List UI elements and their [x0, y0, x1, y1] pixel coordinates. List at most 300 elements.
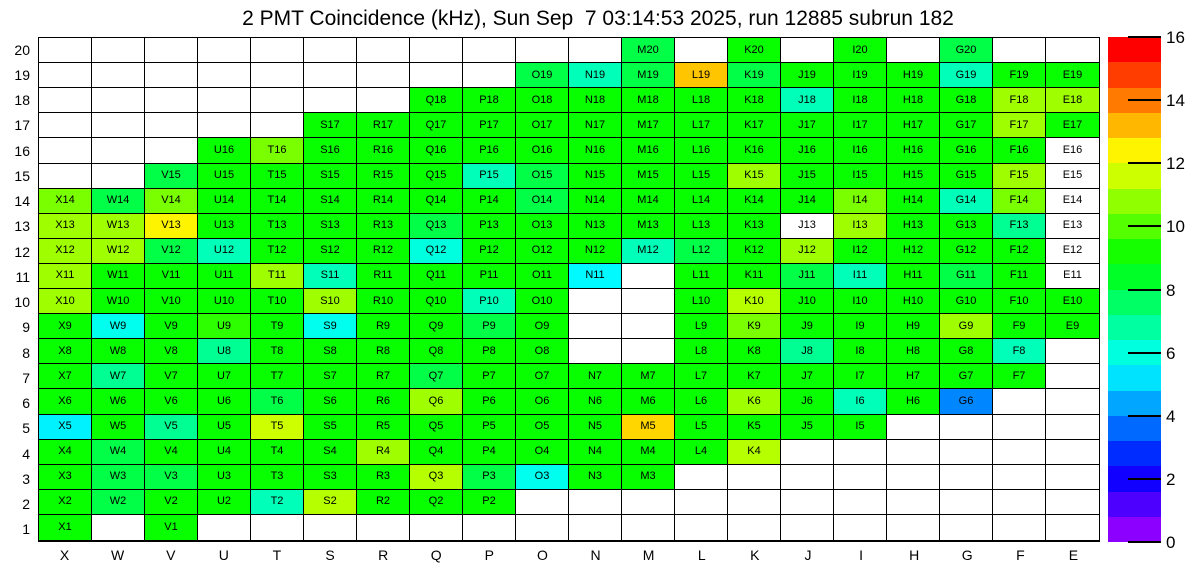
heatmap-cell: I11: [834, 264, 887, 289]
heatmap-cell: M3: [622, 465, 675, 490]
heatmap-cell: [198, 63, 251, 88]
colorbar-tick-label: 6: [1166, 343, 1176, 363]
heatmap-cell: O11: [516, 264, 569, 289]
heatmap-cell: K20: [728, 38, 781, 63]
heatmap-cell: [1046, 440, 1099, 465]
heatmap-cell: O12: [516, 239, 569, 264]
heatmap-cell: [92, 63, 145, 88]
heatmap-cell: F19: [993, 63, 1046, 88]
heatmap-cell: I19: [834, 63, 887, 88]
heatmap-cell: [622, 264, 675, 289]
heatmap-cell: H13: [887, 214, 940, 239]
heatmap-cell: T14: [251, 189, 304, 214]
heatmap-cell: X7: [39, 364, 92, 389]
heatmap-cell: V7: [145, 364, 198, 389]
heatmap-cell: N13: [569, 214, 622, 239]
heatmap-cell: N7: [569, 364, 622, 389]
heatmap-cell: L15: [675, 164, 728, 189]
heatmap-cell: Q6: [410, 389, 463, 414]
heatmap-cell: T8: [251, 339, 304, 364]
heatmap-cell: U15: [198, 164, 251, 189]
heatmap-cell: V10: [145, 289, 198, 314]
heatmap-cell: [92, 138, 145, 163]
heatmap-cell: U6: [198, 389, 251, 414]
heatmap-cell: R3: [357, 465, 410, 490]
heatmap-cell: W5: [92, 415, 145, 440]
heatmap-cell: [993, 465, 1046, 490]
heatmap-cell: O14: [516, 189, 569, 214]
heatmap-cell: X4: [39, 440, 92, 465]
heatmap-cell: L16: [675, 138, 728, 163]
heatmap-cell: [304, 63, 357, 88]
y-axis-label: 14: [14, 193, 30, 210]
heatmap-cell: P14: [463, 189, 516, 214]
colorbar-tick: [1128, 162, 1161, 164]
heatmap-cell: L9: [675, 314, 728, 339]
heatmap-cell: G18: [940, 88, 993, 113]
y-axis-label: 1: [22, 521, 30, 538]
heatmap-cell: M20: [622, 38, 675, 63]
heatmap-cell: P10: [463, 289, 516, 314]
heatmap-cell: P4: [463, 440, 516, 465]
heatmap-cell: [675, 515, 728, 540]
heatmap-cell: S12: [304, 239, 357, 264]
heatmap-cell: [357, 88, 410, 113]
heatmap-cell: S9: [304, 314, 357, 339]
heatmap-cell: T6: [251, 389, 304, 414]
heatmap-cell: [728, 515, 781, 540]
heatmap-cell: [145, 63, 198, 88]
heatmap-cell: J9: [781, 314, 834, 339]
heatmap-cell: J18: [781, 88, 834, 113]
heatmap-cell: [834, 465, 887, 490]
heatmap-cell: L10: [675, 289, 728, 314]
heatmap-cell: M13: [622, 214, 675, 239]
heatmap-cell: J8: [781, 339, 834, 364]
heatmap-cell: F15: [993, 164, 1046, 189]
heatmap-cell: [569, 490, 622, 515]
heatmap-cell: J12: [781, 239, 834, 264]
heatmap-cell: L18: [675, 88, 728, 113]
heatmap-cell: [569, 38, 622, 63]
heatmap-cell: V3: [145, 465, 198, 490]
heatmap-cell: X13: [39, 214, 92, 239]
heatmap-cell: P11: [463, 264, 516, 289]
heatmap-cell: [728, 465, 781, 490]
heatmap-cell: K12: [728, 239, 781, 264]
heatmap-cell: R17: [357, 113, 410, 138]
y-axis-label: 17: [14, 117, 30, 134]
heatmap-cell: H16: [887, 138, 940, 163]
heatmap-cell: Q4: [410, 440, 463, 465]
heatmap-cell: X1: [39, 515, 92, 540]
heatmap-cell: Q12: [410, 239, 463, 264]
heatmap-cell: [993, 440, 1046, 465]
heatmap-cell: I20: [834, 38, 887, 63]
y-axis-label: 15: [14, 167, 30, 184]
heatmap-cell: G9: [940, 314, 993, 339]
heatmap-cell: Q17: [410, 113, 463, 138]
heatmap-cell: X12: [39, 239, 92, 264]
heatmap-cell: Q18: [410, 88, 463, 113]
heatmap-cell: G12: [940, 239, 993, 264]
heatmap-cell: P3: [463, 465, 516, 490]
heatmap-cell: O5: [516, 415, 569, 440]
colorbar-band: [1108, 62, 1161, 87]
x-axis-label: E: [1068, 547, 1079, 563]
heatmap-cell: Q13: [410, 214, 463, 239]
heatmap-cell: X9: [39, 314, 92, 339]
heatmap-cell: H15: [887, 164, 940, 189]
heatmap-cell: [1046, 490, 1099, 515]
heatmap-cell: F10: [993, 289, 1046, 314]
heatmap-cell: [92, 38, 145, 63]
heatmap-cell: E18: [1046, 88, 1099, 113]
heatmap-cell: W13: [92, 214, 145, 239]
heatmap-cell: T7: [251, 364, 304, 389]
heatmap-cell: K14: [728, 189, 781, 214]
heatmap-cell: L12: [675, 239, 728, 264]
heatmap-cell: K4: [728, 440, 781, 465]
heatmap-cell: U7: [198, 364, 251, 389]
heatmap-cell: W12: [92, 239, 145, 264]
heatmap-cell: [887, 38, 940, 63]
heatmap-cell: H19: [887, 63, 940, 88]
heatmap-cell: P17: [463, 113, 516, 138]
heatmap-cell: [781, 440, 834, 465]
heatmap-cell: W4: [92, 440, 145, 465]
x-axis-label: I: [859, 547, 863, 563]
heatmap-cell: G11: [940, 264, 993, 289]
heatmap-cell: G15: [940, 164, 993, 189]
heatmap-cell: T15: [251, 164, 304, 189]
heatmap-cell: V11: [145, 264, 198, 289]
heatmap-cell: [675, 490, 728, 515]
heatmap-cell: R6: [357, 389, 410, 414]
heatmap-cell: [145, 88, 198, 113]
heatmap-cell: J13: [781, 214, 834, 239]
heatmap-cell: V14: [145, 189, 198, 214]
y-axis-label: 9: [22, 319, 30, 336]
heatmap-cell: X3: [39, 465, 92, 490]
heatmap-cell: S7: [304, 364, 357, 389]
heatmap-cell: [622, 339, 675, 364]
heatmap-cell: G8: [940, 339, 993, 364]
heatmap-cell: P12: [463, 239, 516, 264]
heatmap-cell: U2: [198, 490, 251, 515]
colorbar-tick-label: 10: [1166, 217, 1185, 237]
heatmap-cell: K9: [728, 314, 781, 339]
heatmap-cell: X11: [39, 264, 92, 289]
heatmap-cell: L4: [675, 440, 728, 465]
heatmap-cell: L11: [675, 264, 728, 289]
heatmap-cell: G19: [940, 63, 993, 88]
x-axis-label: R: [378, 547, 389, 563]
colorbar-tick: [1128, 478, 1161, 480]
colorbar-tick-label: 16: [1166, 28, 1185, 47]
heatmap-cell: U9: [198, 314, 251, 339]
heatmap-cell: N17: [569, 113, 622, 138]
heatmap-cell: [993, 515, 1046, 540]
heatmap-cell: [410, 38, 463, 63]
y-axis-label: 13: [14, 218, 30, 235]
heatmap-cell: L17: [675, 113, 728, 138]
heatmap-cell: O18: [516, 88, 569, 113]
heatmap-cell: [993, 389, 1046, 414]
heatmap-cell: T3: [251, 465, 304, 490]
heatmap-cell: P13: [463, 214, 516, 239]
heatmap-cell: L8: [675, 339, 728, 364]
heatmap-cell: [516, 490, 569, 515]
heatmap-cell: I5: [834, 415, 887, 440]
heatmap-cell: [463, 515, 516, 540]
colorbar-band: [1108, 517, 1161, 542]
x-axis-label: P: [484, 547, 495, 563]
y-axis-label: 20: [14, 41, 30, 58]
heatmap-cell: E13: [1046, 214, 1099, 239]
heatmap-cell: [198, 38, 251, 63]
x-axis-label: N: [590, 547, 601, 563]
heatmap-cell: V4: [145, 440, 198, 465]
heatmap-cell: P18: [463, 88, 516, 113]
heatmap-cell: I17: [834, 113, 887, 138]
heatmap-cell: Q11: [410, 264, 463, 289]
y-axis-label: 12: [14, 243, 30, 260]
heatmap-cell: W11: [92, 264, 145, 289]
colorbar-band: [1108, 391, 1161, 416]
heatmap-cell: [781, 38, 834, 63]
heatmap-cell: G6: [940, 389, 993, 414]
heatmap-cell: [1046, 38, 1099, 63]
heatmap-cell: S10: [304, 289, 357, 314]
heatmap-cell: N18: [569, 88, 622, 113]
heatmap-cell: K10: [728, 289, 781, 314]
colorbar-tick-label: 0: [1166, 533, 1176, 552]
colorbar-tick: [1128, 36, 1161, 38]
heatmap-cell: N3: [569, 465, 622, 490]
colorbar-band: [1108, 441, 1161, 466]
heatmap-cell: N4: [569, 440, 622, 465]
colorbar-tick-label: 8: [1166, 280, 1176, 300]
heatmap-cell: [516, 515, 569, 540]
heatmap-cell: V15: [145, 164, 198, 189]
heatmap-cell: [887, 515, 940, 540]
heatmap-cell: S11: [304, 264, 357, 289]
heatmap-cell: V12: [145, 239, 198, 264]
heatmap-cell: [145, 38, 198, 63]
heatmap-cell: J10: [781, 289, 834, 314]
heatmap-cell: J6: [781, 389, 834, 414]
heatmap-cell: R9: [357, 314, 410, 339]
heatmap-cell: [39, 38, 92, 63]
heatmap-cell: T12: [251, 239, 304, 264]
heatmap-cell: E16: [1046, 138, 1099, 163]
y-axis-label: 3: [22, 470, 30, 487]
heatmap-cell: I8: [834, 339, 887, 364]
heatmap-cell: W3: [92, 465, 145, 490]
heatmap-cell: F12: [993, 239, 1046, 264]
heatmap-cell: [887, 465, 940, 490]
heatmap-cell: P16: [463, 138, 516, 163]
heatmap-cell: [940, 515, 993, 540]
heatmap-cell: K16: [728, 138, 781, 163]
heatmap-cell: G13: [940, 214, 993, 239]
heatmap-cell: G16: [940, 138, 993, 163]
heatmap-cell: P5: [463, 415, 516, 440]
heatmap-cell: K13: [728, 214, 781, 239]
heatmap-cell: O16: [516, 138, 569, 163]
colorbar-band: [1108, 138, 1161, 163]
y-axis-label: 18: [14, 92, 30, 109]
heatmap-cell: R15: [357, 164, 410, 189]
heatmap-cell: R4: [357, 440, 410, 465]
heatmap-cell: E19: [1046, 63, 1099, 88]
heatmap-cell: J11: [781, 264, 834, 289]
heatmap-cell: I12: [834, 239, 887, 264]
heatmap-cell: O13: [516, 214, 569, 239]
heatmap-cell: R8: [357, 339, 410, 364]
heatmap-cell: [92, 88, 145, 113]
heatmap-cell: [940, 415, 993, 440]
heatmap-cell: O19: [516, 63, 569, 88]
heatmap-cell: I15: [834, 164, 887, 189]
y-axis-label: 11: [15, 268, 30, 285]
heatmap-cell: X6: [39, 389, 92, 414]
heatmap-cell: S8: [304, 339, 357, 364]
heatmap-cell: L13: [675, 214, 728, 239]
heatmap-cell: [198, 113, 251, 138]
heatmap-cell: Q14: [410, 189, 463, 214]
heatmap-cell: Q3: [410, 465, 463, 490]
heatmap-cell: F13: [993, 214, 1046, 239]
heatmap-cell: X5: [39, 415, 92, 440]
heatmap-cell: U5: [198, 415, 251, 440]
heatmap-cell: I16: [834, 138, 887, 163]
heatmap-cell: [463, 63, 516, 88]
heatmap-cell: [1046, 339, 1099, 364]
colorbar-band: [1108, 315, 1161, 340]
colorbar-tick-label: 14: [1166, 91, 1185, 111]
heatmap-cell: [993, 415, 1046, 440]
colorbar-band: [1108, 239, 1161, 264]
heatmap-cell: L5: [675, 415, 728, 440]
heatmap-cell: [569, 339, 622, 364]
x-axis-label: T: [272, 547, 282, 563]
x-axis-label: Q: [430, 547, 442, 563]
heatmap-cell: N19: [569, 63, 622, 88]
heatmap-cell: [569, 515, 622, 540]
heatmap-cell: T10: [251, 289, 304, 314]
heatmap-cell: R14: [357, 189, 410, 214]
heatmap-cell: U16: [198, 138, 251, 163]
heatmap-cell: U4: [198, 440, 251, 465]
heatmap-cell: I9: [834, 314, 887, 339]
heatmap-cell: M17: [622, 113, 675, 138]
heatmap-cell: H10: [887, 289, 940, 314]
heatmap-cell: E10: [1046, 289, 1099, 314]
heatmap-cell: O3: [516, 465, 569, 490]
heatmap-cell: J14: [781, 189, 834, 214]
heatmap-cell: W8: [92, 339, 145, 364]
heatmap-cell: [781, 465, 834, 490]
x-axis-label: L: [697, 547, 706, 563]
heatmap-cell: S3: [304, 465, 357, 490]
heatmap-cell: W2: [92, 490, 145, 515]
heatmap-cell: N12: [569, 239, 622, 264]
heatmap-cell: O8: [516, 339, 569, 364]
heatmap-cell: H18: [887, 88, 940, 113]
heatmap-cell: [304, 38, 357, 63]
x-axis-label: G: [961, 547, 973, 563]
heatmap-cell: S6: [304, 389, 357, 414]
heatmap-cell: H12: [887, 239, 940, 264]
heatmap-grid: [38, 37, 1100, 542]
heatmap-cell: W14: [92, 189, 145, 214]
heatmap-cell: G14: [940, 189, 993, 214]
heatmap-cell: [1046, 364, 1099, 389]
heatmap-cell: M19: [622, 63, 675, 88]
heatmap-cell: [251, 38, 304, 63]
heatmap-cell: [251, 113, 304, 138]
heatmap-cell: J16: [781, 138, 834, 163]
heatmap-cell: N5: [569, 415, 622, 440]
heatmap-cell: E9: [1046, 314, 1099, 339]
colorbar-tick-label: 2: [1166, 469, 1176, 489]
heatmap-cell: Q10: [410, 289, 463, 314]
heatmap-cell: F11: [993, 264, 1046, 289]
heatmap-cell: V6: [145, 389, 198, 414]
heatmap-cell: [940, 465, 993, 490]
heatmap-cell: [622, 490, 675, 515]
heatmap-cell: O9: [516, 314, 569, 339]
heatmap-cell: [622, 515, 675, 540]
heatmap-cell: [1046, 465, 1099, 490]
heatmap-cell: S17: [304, 113, 357, 138]
heatmap-cell: M18: [622, 88, 675, 113]
heatmap-cell: [1046, 389, 1099, 414]
y-axis-label: 16: [14, 142, 30, 159]
heatmap-cell: R5: [357, 415, 410, 440]
heatmap-cell: W9: [92, 314, 145, 339]
heatmap-cell: L7: [675, 364, 728, 389]
y-axis-label: 8: [22, 344, 30, 361]
heatmap-cell: J19: [781, 63, 834, 88]
heatmap-cell: T5: [251, 415, 304, 440]
x-axis-label: O: [536, 547, 548, 563]
heatmap-cell: [834, 440, 887, 465]
heatmap-cell: U14: [198, 189, 251, 214]
heatmap-cell: M15: [622, 164, 675, 189]
x-axis-label: U: [218, 547, 229, 563]
heatmap-cell: P7: [463, 364, 516, 389]
colorbar-band: [1108, 492, 1161, 517]
colorbar-band: [1108, 163, 1161, 188]
heatmap-cell: O4: [516, 440, 569, 465]
heatmap-cell: T16: [251, 138, 304, 163]
heatmap-cell: M16: [622, 138, 675, 163]
heatmap-cell: Q7: [410, 364, 463, 389]
x-axis-label: M: [642, 547, 655, 563]
colorbar-tick: [1128, 352, 1161, 354]
heatmap-cell: W7: [92, 364, 145, 389]
heatmap-cell: [675, 465, 728, 490]
heatmap-cell: S2: [304, 490, 357, 515]
heatmap-cell: [198, 88, 251, 113]
heatmap-cell: [39, 138, 92, 163]
heatmap-cell: U8: [198, 339, 251, 364]
heatmap-cell: I10: [834, 289, 887, 314]
heatmap-cell: I13: [834, 214, 887, 239]
